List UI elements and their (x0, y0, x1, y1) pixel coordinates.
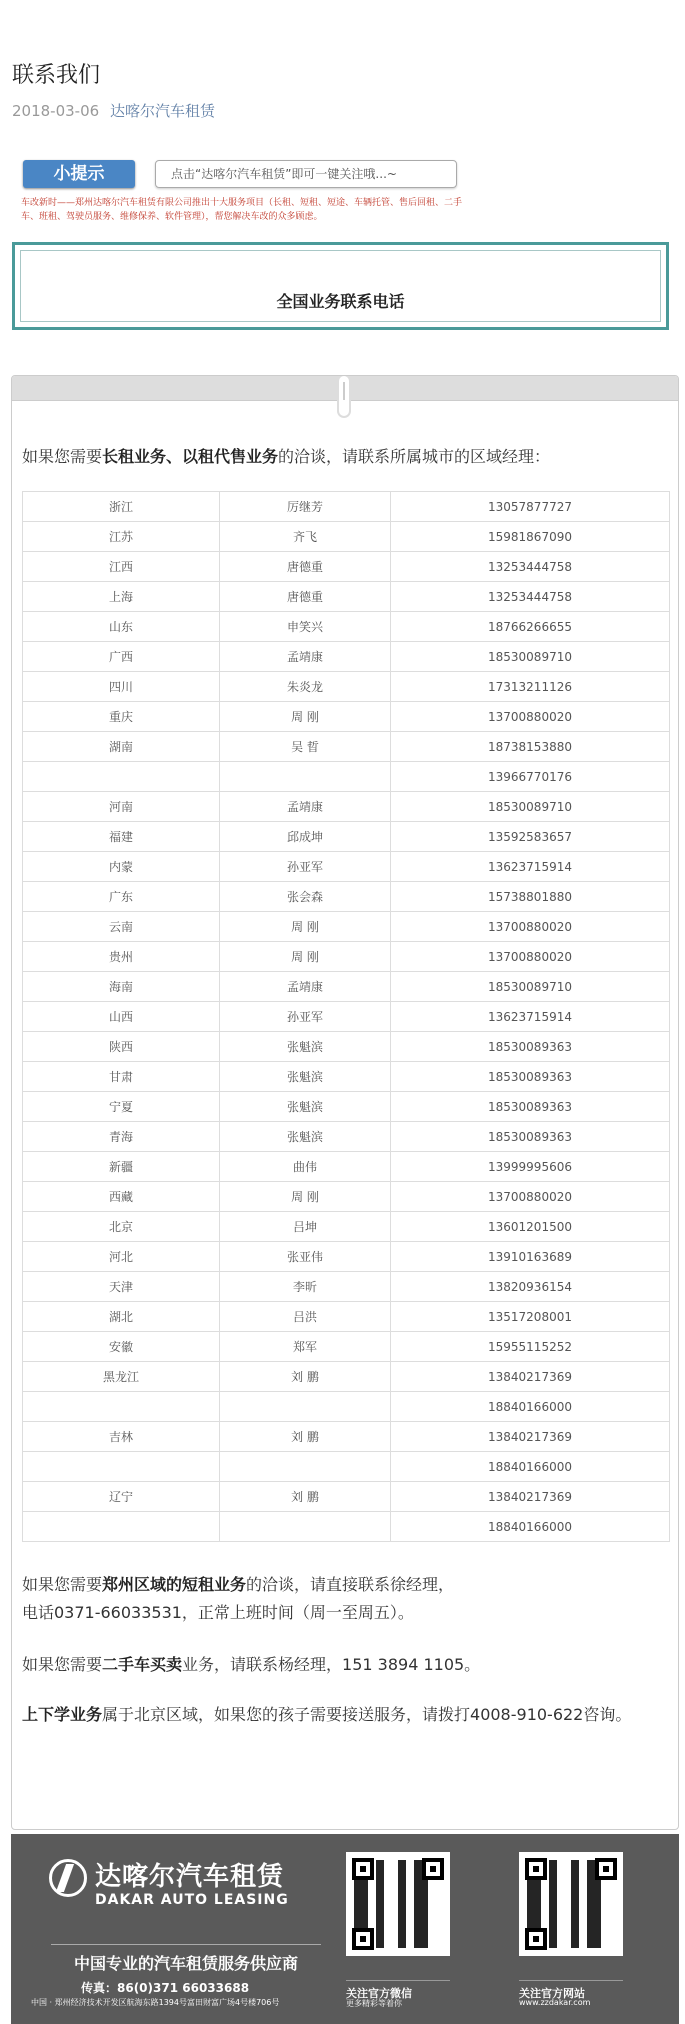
phone-cell[interactable]: 17313211126 (391, 672, 670, 702)
province-cell: 河南 (23, 792, 220, 822)
province-cell: 重庆 (23, 702, 220, 732)
table-row (23, 552, 670, 582)
province-cell (23, 1392, 220, 1422)
follow-tip-banner[interactable] (18, 152, 463, 230)
article-date: 2018-03-06 (12, 102, 100, 120)
province-cell: 宁夏 (23, 1092, 220, 1122)
province-cell: 吉林 (23, 1422, 220, 1452)
website-caption: 关注官方网站 (519, 1980, 623, 2001)
table-row (23, 1362, 670, 1392)
province-cell: 广东 (23, 882, 220, 912)
province-cell: 山东 (23, 612, 220, 642)
manager-name-cell (220, 1452, 391, 1482)
phone-cell[interactable]: 18840166000 (391, 1512, 670, 1542)
table-row (23, 1302, 670, 1332)
province-cell: 江西 (23, 552, 220, 582)
brand-slogan: 中国专业的汽车租赁服务供应商 (51, 1944, 321, 1974)
phone-cell[interactable]: 13700880020 (391, 702, 670, 732)
table-row (23, 1182, 670, 1212)
province-cell: 北京 (23, 1212, 220, 1242)
table-row (23, 942, 670, 972)
used-car-bold: 二手车买卖 (102, 1655, 183, 1674)
phone-cell[interactable]: 13253444758 (391, 552, 670, 582)
province-cell: 西藏 (23, 1182, 220, 1212)
table-row (23, 1452, 670, 1482)
manager-name-cell: 孟靖康 (220, 642, 391, 672)
short-term-paragraph (22, 1571, 454, 1627)
manager-name-cell: 张魁滨 (220, 1032, 391, 1062)
short-term-post: 的洽谈，请直接联系徐经理， (246, 1575, 455, 1594)
phone-cell[interactable]: 18840166000 (391, 1452, 670, 1482)
province-cell (23, 762, 220, 792)
phone-cell[interactable]: 18530089363 (391, 1062, 670, 1092)
table-row (23, 702, 670, 732)
province-cell: 内蒙 (23, 852, 220, 882)
manager-name-cell: 周 刚 (220, 1182, 391, 1212)
hotline-title: 全国业务联系电话 (276, 292, 405, 311)
used-car-pre: 如果您需要 (22, 1655, 103, 1674)
qr-corner (525, 1928, 547, 1950)
manager-name-cell: 齐飞 (220, 522, 391, 552)
manager-name-cell: 曲伟 (220, 1152, 391, 1182)
table-row (23, 1512, 670, 1542)
phone-cell[interactable]: 15981867090 (391, 522, 670, 552)
table-row (23, 612, 670, 642)
manager-name-cell: 吕洪 (220, 1302, 391, 1332)
phone-cell[interactable]: 13820936154 (391, 1272, 670, 1302)
province-cell (23, 1452, 220, 1482)
province-cell: 湖北 (23, 1302, 220, 1332)
brand-name-en: DAKAR AUTO LEASING (95, 1892, 289, 1908)
intro-pre: 如果您需要 (22, 447, 103, 466)
table-row (23, 792, 670, 822)
phone-cell[interactable]: 13966770176 (391, 762, 670, 792)
phone-cell[interactable]: 13623715914 (391, 1002, 670, 1032)
table-row (23, 1062, 670, 1092)
manager-name-cell: 周 刚 (220, 942, 391, 972)
table-row (23, 762, 670, 792)
phone-cell[interactable]: 13999995606 (391, 1152, 670, 1182)
province-cell: 上海 (23, 582, 220, 612)
used-car-paragraph (22, 1651, 480, 1679)
phone-cell[interactable]: 13623715914 (391, 852, 670, 882)
table-row (23, 522, 670, 552)
table-row (23, 1482, 670, 1512)
phone-cell[interactable]: 13700880020 (391, 912, 670, 942)
table-row (23, 642, 670, 672)
manager-name-cell: 吕坤 (220, 1212, 391, 1242)
province-cell: 海南 (23, 972, 220, 1002)
table-row (23, 1392, 670, 1422)
province-cell: 青海 (23, 1122, 220, 1152)
phone-cell[interactable]: 15738801880 (391, 882, 670, 912)
province-cell: 甘肃 (23, 1062, 220, 1092)
manager-name-cell: 孟靖康 (220, 792, 391, 822)
wechat-subcaption: 更多精彩等着你 (346, 1999, 402, 2008)
fax-number: 传真：86(0)371 66033688 (81, 1981, 250, 1995)
phone-cell[interactable]: 13700880020 (391, 942, 670, 972)
dakar-logo-icon (49, 1859, 87, 1897)
article-author-link[interactable]: 达喀尔汽车租赁 (109, 102, 215, 120)
manager-name-cell: 唐德重 (220, 582, 391, 612)
manager-name-cell: 孟靖康 (220, 972, 391, 1002)
phone-cell[interactable]: 13517208001 (391, 1302, 670, 1332)
manager-name-cell: 刘 鹏 (220, 1482, 391, 1512)
short-term-bold: 郑州区域的短租业务 (102, 1575, 247, 1594)
follow-prompt[interactable]: 点击“达喀尔汽车租赁”即可一键关注哦...~ (155, 160, 457, 188)
manager-name-cell: 孙亚军 (220, 852, 391, 882)
phone-cell[interactable]: 13592583657 (391, 822, 670, 852)
province-cell: 新疆 (23, 1152, 220, 1182)
long-term-intro (22, 444, 550, 467)
manager-name-cell: 孙亚军 (220, 1002, 391, 1032)
province-cell: 陕西 (23, 1032, 220, 1062)
manager-name-cell: 吴 晢 (220, 732, 391, 762)
card-header (12, 376, 678, 401)
manager-name-cell: 周 刚 (220, 912, 391, 942)
phone-cell[interactable]: 18530089710 (391, 642, 670, 672)
province-cell: 福建 (23, 822, 220, 852)
used-car-post: 业务，请联系杨经理，151 3894 1105。 (182, 1655, 481, 1674)
province-cell: 天津 (23, 1272, 220, 1302)
table-row (23, 912, 670, 942)
brand-name-cn: 达喀尔汽车租赁 (95, 1862, 285, 1892)
phone-cell[interactable]: 18840166000 (391, 1392, 670, 1422)
table-row (23, 582, 670, 612)
manager-name-cell: 朱炎龙 (220, 672, 391, 702)
service-description: 车改新时——郑州达喀尔汽车租赁有限公司推出十大服务项目（长租、短租、短途、车辆托管、售后回租、二手车、班租、驾驶员服务、维修保养、软件管理），帮您解决车改的众多顾虑。 (21, 198, 463, 222)
phone-cell[interactable]: 13840217369 (391, 1362, 670, 1392)
table-row (23, 1212, 670, 1242)
intro-bold: 长租业务、以租代售业务 (102, 447, 279, 466)
province-cell: 河北 (23, 1242, 220, 1272)
qr-corner (595, 1858, 617, 1880)
table-row (23, 972, 670, 1002)
article-meta (12, 100, 215, 121)
phone-cell[interactable]: 18738153880 (391, 732, 670, 762)
manager-name-cell: 张会森 (220, 882, 391, 912)
table-row (23, 492, 670, 522)
qr-corner (352, 1928, 374, 1950)
table-row (23, 822, 670, 852)
table-row (23, 882, 670, 912)
manager-name-cell: 刘 鹏 (220, 1362, 391, 1392)
phone-cell[interactable]: 13700880020 (391, 1182, 670, 1212)
manager-name-cell: 邱成坤 (220, 822, 391, 852)
short-term-pre: 如果您需要 (22, 1575, 103, 1594)
manager-name-cell: 申笑兴 (220, 612, 391, 642)
phone-cell[interactable]: 18530089710 (391, 972, 670, 1002)
phone-cell[interactable]: 18530089363 (391, 1122, 670, 1152)
phone-cell[interactable]: 13840217369 (391, 1422, 670, 1452)
hotline-banner (12, 242, 669, 330)
school-post: 属于北京区域，如果您的孩子需要接送服务，请拨打4008-910-622咨询。 (102, 1705, 632, 1724)
manager-name-cell: 唐德重 (220, 552, 391, 582)
table-row (23, 1092, 670, 1122)
province-cell: 广西 (23, 642, 220, 672)
manager-name-cell: 张魁滨 (220, 1062, 391, 1092)
manager-table (22, 491, 670, 1542)
table-row (23, 1332, 670, 1362)
qr-corner (422, 1858, 444, 1880)
province-cell: 黑龙江 (23, 1362, 220, 1392)
phone-cell[interactable]: 15955115252 (391, 1332, 670, 1362)
province-cell: 安徽 (23, 1332, 220, 1362)
province-cell: 江苏 (23, 522, 220, 552)
manager-name-cell (220, 1392, 391, 1422)
website-qr-code[interactable] (519, 1852, 623, 1956)
manager-name-cell: 李昕 (220, 1272, 391, 1302)
website-url[interactable]: www.zzdakar.com (519, 1998, 591, 2007)
province-cell: 浙江 (23, 492, 220, 522)
table-row (23, 852, 670, 882)
table-row (23, 1242, 670, 1272)
phone-cell[interactable]: 18530089363 (391, 1032, 670, 1062)
phone-cell[interactable]: 13253444758 (391, 582, 670, 612)
table-row (23, 1152, 670, 1182)
qr-corner (525, 1858, 547, 1880)
manager-name-cell (220, 762, 391, 792)
phone-cell[interactable]: 13840217369 (391, 1482, 670, 1512)
manager-name-cell: 张魁滨 (220, 1092, 391, 1122)
manager-name-cell: 张魁滨 (220, 1122, 391, 1152)
pin-icon (337, 375, 351, 418)
phone-cell[interactable]: 18530089710 (391, 792, 670, 822)
contact-card (11, 375, 679, 1830)
intro-post: 的洽谈，请联系所属城市的区域经理： (278, 447, 551, 466)
phone-cell[interactable]: 13057877727 (391, 492, 670, 522)
province-cell: 湖南 (23, 732, 220, 762)
table-row (23, 1272, 670, 1302)
manager-name-cell (220, 1512, 391, 1542)
school-paragraph (22, 1701, 631, 1729)
wechat-caption: 关注官方微信 (346, 1980, 450, 2001)
phone-cell[interactable]: 13910163689 (391, 1242, 670, 1272)
table-row (23, 672, 670, 702)
qr-corner (352, 1858, 374, 1880)
table-row (23, 1032, 670, 1062)
manager-name-cell: 周 刚 (220, 702, 391, 732)
province-cell: 辽宁 (23, 1482, 220, 1512)
phone-cell[interactable]: 18530089363 (391, 1092, 670, 1122)
tip-badge: 小提示 (23, 160, 135, 188)
phone-cell[interactable]: 18766266655 (391, 612, 670, 642)
province-cell: 云南 (23, 912, 220, 942)
manager-name-cell: 张亚伟 (220, 1242, 391, 1272)
wechat-qr-code[interactable] (346, 1852, 450, 1956)
table-row (23, 1422, 670, 1452)
school-bold: 上下学业务 (22, 1705, 103, 1724)
province-cell: 四川 (23, 672, 220, 702)
table-row (23, 732, 670, 762)
company-address: 中国 · 郑州经济技术开发区航海东路1394号富田财富广场4号楼706号 (31, 1998, 280, 2007)
short-term-line2: 电话0371-66033531，正常上班时间（周一至周五）。 (22, 1603, 414, 1622)
manager-name-cell: 刘 鹏 (220, 1422, 391, 1452)
province-cell: 山西 (23, 1002, 220, 1032)
province-cell (23, 1512, 220, 1542)
province-cell: 贵州 (23, 942, 220, 972)
table-row (23, 1122, 670, 1152)
manager-name-cell: 郑军 (220, 1332, 391, 1362)
article-title: 联系我们 (12, 63, 101, 89)
table-row (23, 1002, 670, 1032)
phone-cell[interactable]: 13601201500 (391, 1212, 670, 1242)
footer-banner (11, 1834, 679, 2024)
manager-name-cell: 厉继芳 (220, 492, 391, 522)
